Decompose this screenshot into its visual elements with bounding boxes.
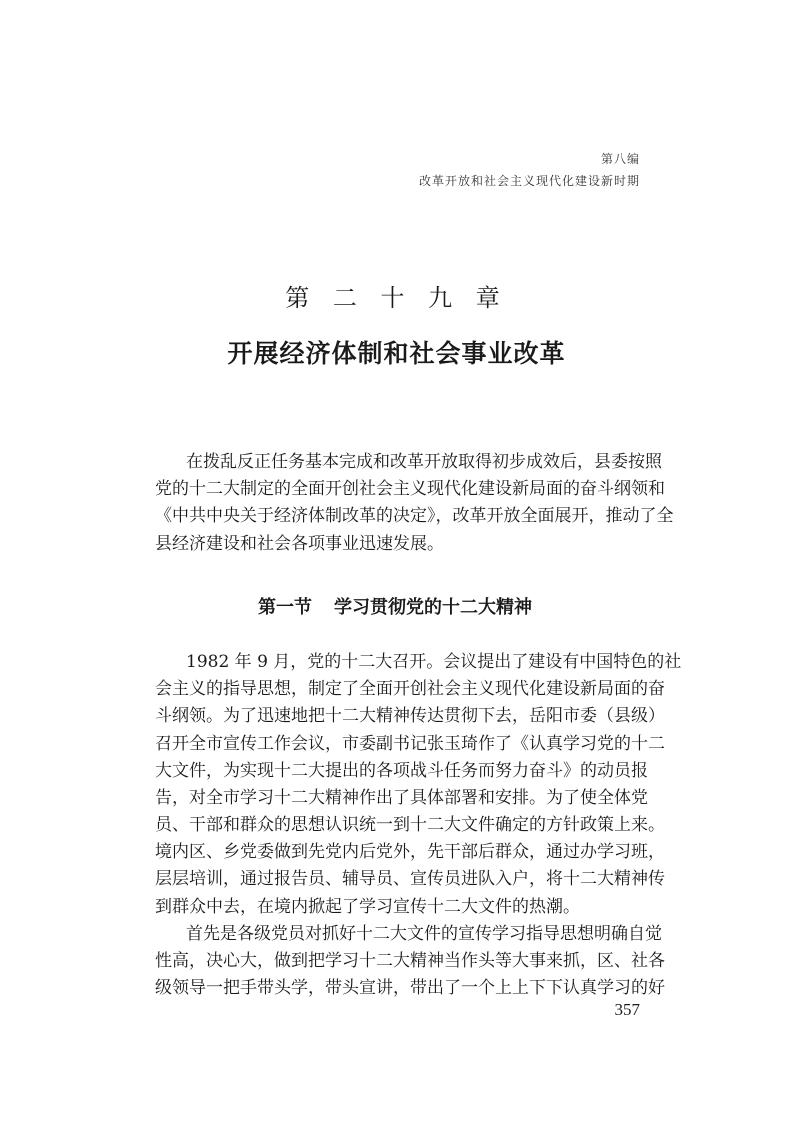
text-line: 级领导一把手带头学，带头宣讲，带出了一个上上下下认真学习的好 [155, 978, 665, 998]
text-line: 召开全市宣传工作会议，市委副书记张玉琦作了《认真学习党的十二 [155, 734, 665, 754]
chapter-number: 第 二 十 九 章 [285, 284, 508, 312]
text-line: 大文件，为实现十二大提出的各项战斗任务而努力奋斗》的动员报 [155, 761, 648, 781]
text-line: 在拨乱反正任务基本完成和改革开放取得初步成效后，县委按照 [186, 452, 662, 472]
section-number: 第一节 [258, 597, 312, 618]
chapter-title: 开展经济体制和社会事业改革 [227, 339, 566, 368]
text-line: 境内区、乡党委做到先党内后党外，先干部后群众，通过办学习班， [155, 842, 665, 862]
running-header-part-title: 改革开放和社会主义现代化建设新时期 [418, 174, 640, 188]
section-heading [258, 593, 532, 619]
text-line: 告，对全市学习十二大精神作出了具体部署和安排。为了使全体党 [155, 788, 648, 808]
running-header-part: 第八编 [600, 152, 640, 166]
text-line: 层层培训，通过报告员、辅导员、宣传员进队入户，将十二大精神传 [155, 869, 665, 889]
section-title: 学习贯彻党的十二大精神 [334, 597, 532, 618]
text-line: 党的十二大制定的全面开创社会主义现代化建设新局面的奋斗纲领和 [155, 479, 665, 499]
text-line: 县经济建设和社会各项事业迅速发展。 [155, 534, 444, 554]
text-line: 《中共中央关于经济体制改革的决定》，改革开放全面展开，推动了全 [155, 506, 674, 526]
text-line: 首先是各级党员对抓好十二大文件的宣传学习指导思想明确自觉 [186, 924, 662, 944]
text-line: 到群众中去，在境内掀起了学习宣传十二大文件的热潮。 [155, 897, 580, 917]
text-line: 1982 年 9 月，党的十二大召开。会议提出了建设有中国特色的社 [186, 652, 682, 672]
page-number: 357 [614, 1000, 640, 1019]
text-line: 员、干部和群众的思想认识统一到十二大文件确定的方针政策上来。 [155, 815, 665, 835]
text-line: 会主义的指导思想，制定了全面开创社会主义现代化建设新局面的奋 [155, 679, 665, 699]
text-line: 斗纲领。为了迅速地把十二大精神传达贯彻下去，岳阳市委（县级） [155, 706, 665, 726]
text-line: 性高，决心大，做到把学习十二大精神当作头等大事来抓，区、社各 [155, 951, 665, 971]
